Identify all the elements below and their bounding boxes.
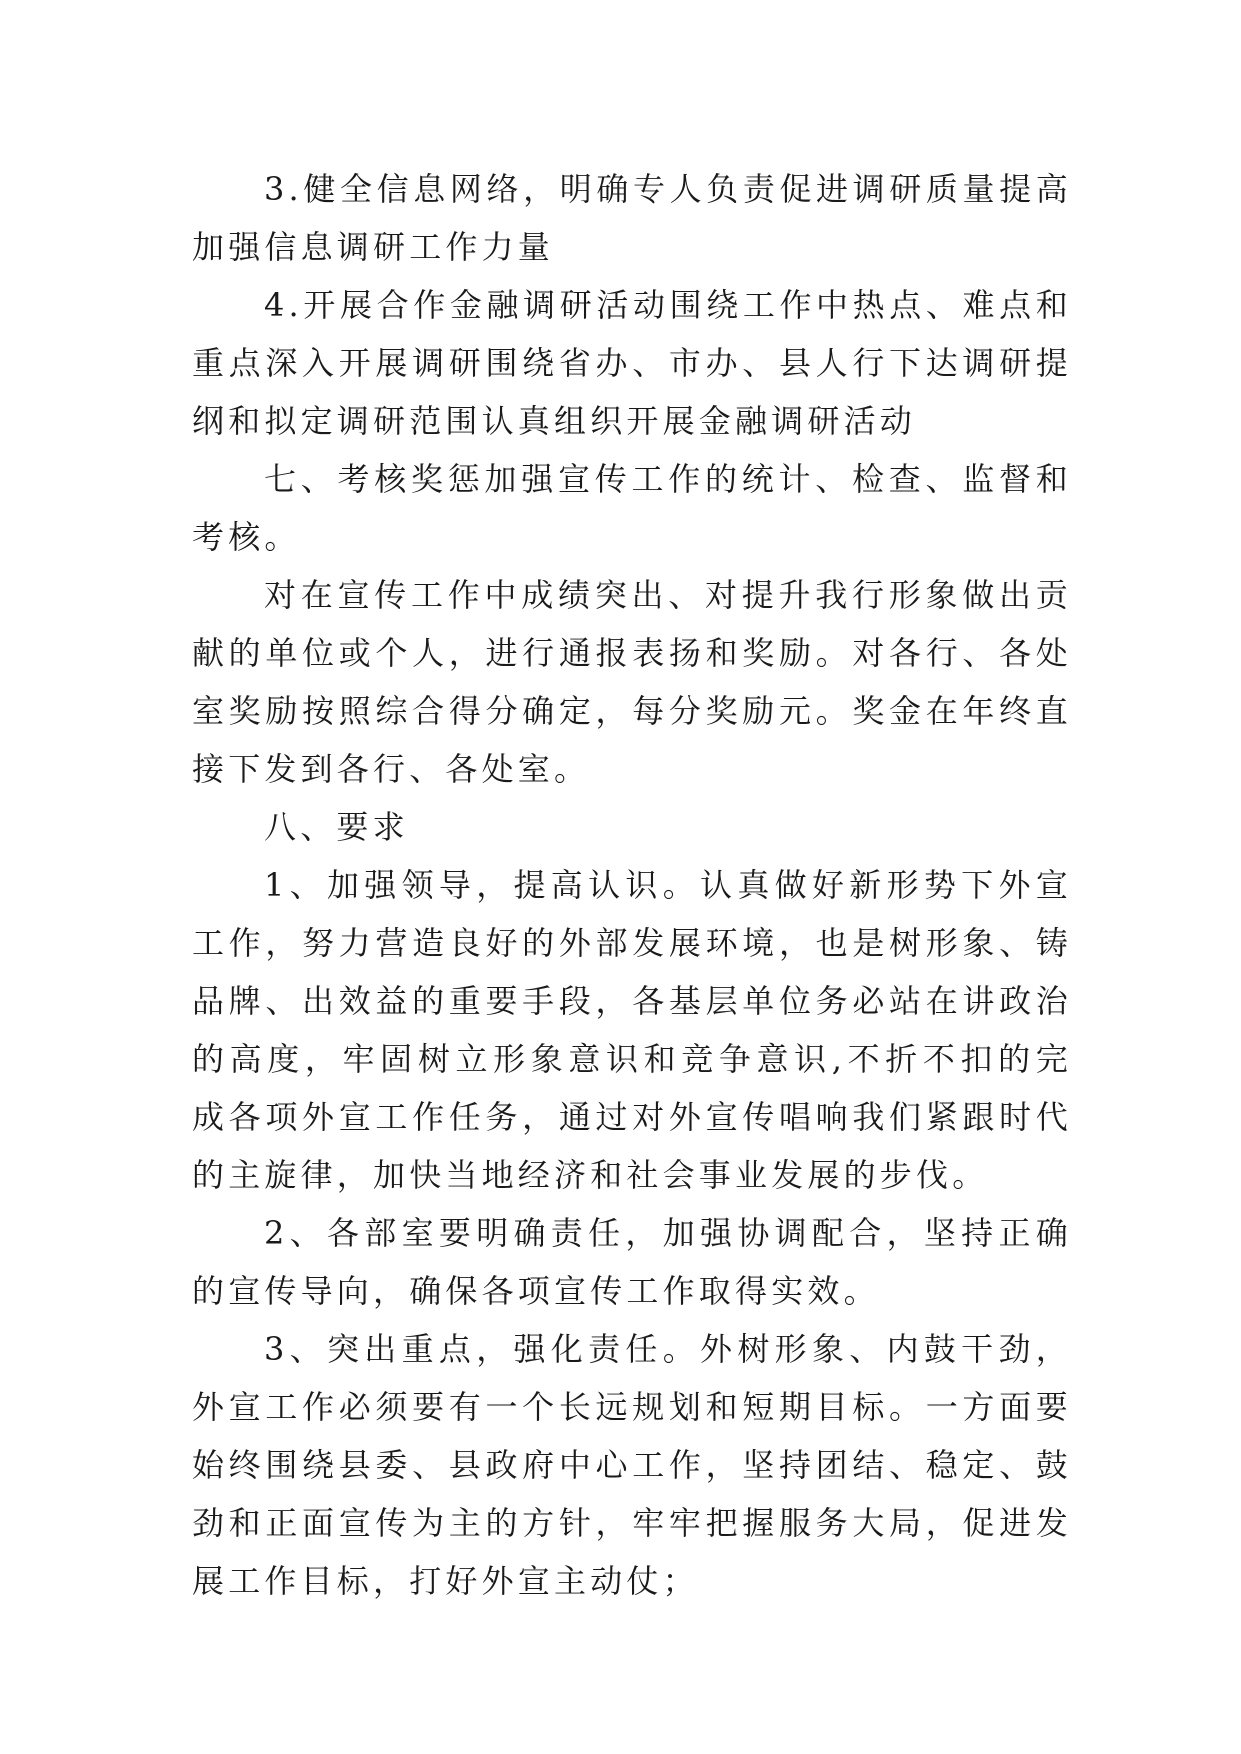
- paragraph-requirement-1: 1、加强领导，提高认识。认真做好新形势下外宣工作，努力营造良好的外部发展环境，也是树形象、铸品牌、出效益的重要手段，各基层单位务必站在讲政治的高度，牢固树立形象意识和竞争意识,不折不扣的完成各项外宣工作任务，通过对外宣传唱响我们紧跟时代的主旋律，加快当地经济和社会事业发展的步伐。: [192, 866, 1072, 1194]
- paragraph-info-network: 3.健全信息网络，明确专人负责促进调研质量提高加强信息调研工作力量: [192, 170, 1072, 266]
- paragraph-finance-research: 4.开展合作金融调研活动围绕工作中热点、难点和重点深入开展调研围绕省办、市办、县人行下达调研提纲和拟定调研范围认真组织开展金融调研活动: [192, 286, 1072, 440]
- paragraph-requirement-3: 3、突出重点，强化责任。外树形象、内鼓干劲，外宣工作必须要有一个长远规划和短期目标。一方面要始终围绕县委、县政府中心工作，坚持团结、稳定、鼓劲和正面宣传为主的方针，牢牢把握服务大局，促进发展工作目标，打好外宣主动仗；: [192, 1330, 1072, 1600]
- paragraph-rewards: 对在宣传工作中成绩突出、对提升我行形象做出贡献的单位或个人，进行通报表扬和奖励。对各行、各处室奖励按照综合得分确定，每分奖励元。奖金在年终直接下发到各行、各处室。: [192, 576, 1072, 788]
- paragraph-section-seven-heading: 七、考核奖惩加强宣传工作的统计、检查、监督和考核。: [192, 460, 1072, 556]
- paragraph-requirement-2: 2、各部室要明确责任，加强协调配合，坚持正确的宣传导向，确保各项宣传工作取得实效。: [192, 1214, 1072, 1310]
- document-body: [192, 160, 1072, 1610]
- paragraph-section-eight-heading: 八、要求: [264, 808, 409, 846]
